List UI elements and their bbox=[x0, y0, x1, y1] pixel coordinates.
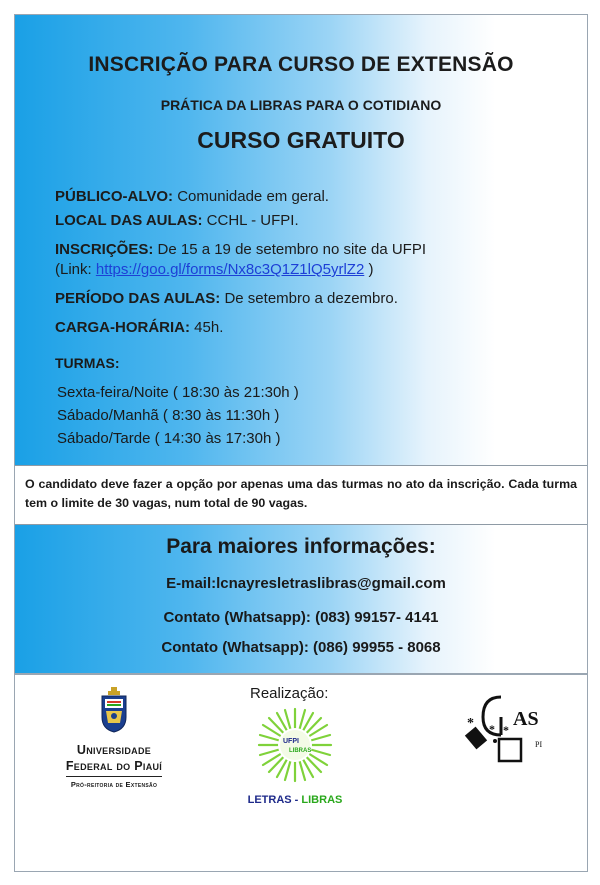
svg-text:*: * bbox=[489, 722, 495, 736]
realizacao-label: Realização: bbox=[250, 685, 329, 702]
periodo-row bbox=[55, 290, 398, 307]
ufpi-pro-reitoria: Pró-reitoria de Extensão bbox=[70, 780, 158, 789]
contact-whatsapp-2: Contato (Whatsapp): (086) 99955 - 8068 bbox=[161, 639, 441, 656]
gas-logo bbox=[455, 687, 565, 782]
gas-pi: PI bbox=[535, 740, 543, 749]
publico-label: PÚBLICO-ALVO: bbox=[55, 188, 174, 205]
publico-value: Comunidade em geral. bbox=[177, 188, 329, 205]
svg-text:*: * bbox=[503, 723, 509, 737]
turma-item: Sexta-feira/Noite ( 18:30 às 21:30h ) bbox=[57, 384, 299, 401]
ufpi-crest-icon bbox=[100, 687, 128, 733]
letras-word: LETRAS bbox=[247, 794, 292, 806]
poster-subtitle: PRÁTICA DA LIBRAS PARA O COTIDIANO bbox=[160, 97, 442, 113]
contact-email[interactable]: E-mail:lcnayresletraslibras@gmail.com bbox=[166, 575, 446, 592]
turmas-heading: TURMAS: bbox=[55, 355, 120, 371]
ufpi-name-2: Federal do Piauí bbox=[66, 759, 162, 777]
libras-badge-ufpi: UFPI bbox=[283, 738, 299, 745]
svg-text:*: * bbox=[467, 716, 474, 731]
carga-label: CARGA-HORÁRIA: bbox=[55, 319, 190, 336]
letras-libras-text bbox=[240, 794, 350, 806]
link-prefix: (Link: bbox=[55, 261, 92, 278]
local-label: LOCAL DAS AULAS: bbox=[55, 212, 203, 229]
poster-title: INSCRIÇÃO PARA CURSO DE EXTENSÃO bbox=[88, 53, 514, 76]
contact-whatsapp-1: Contato (Whatsapp): (083) 99157- 4141 bbox=[163, 609, 439, 626]
letras-libras-logo bbox=[240, 705, 350, 806]
notice-text: O candidato deve fazer a opção por apenas uma das turmas no ato da inscrição. Cada turma tem o limite de 30 vagas, num total de 90 vagas. bbox=[25, 477, 577, 510]
carga-row bbox=[55, 319, 223, 336]
info-title: Para maiores informações: bbox=[166, 535, 436, 558]
inscricoes-label: INSCRIÇÕES: bbox=[55, 241, 154, 258]
periodo-value: De setembro a dezembro. bbox=[224, 290, 398, 307]
turma-item: Sábado/Tarde ( 14:30 às 17:30h ) bbox=[57, 430, 281, 447]
ufpi-logo bbox=[39, 687, 189, 789]
notice-box bbox=[15, 465, 587, 525]
ufpi-name-1: Universidade bbox=[76, 743, 152, 757]
footer bbox=[14, 674, 588, 872]
local-row bbox=[55, 212, 299, 229]
gas-emblem-icon bbox=[455, 687, 565, 777]
poster bbox=[14, 14, 588, 674]
libras-word: LIBRAS bbox=[301, 794, 343, 806]
carga-value: 45h. bbox=[194, 319, 224, 336]
local-value: CCHL - UFPI. bbox=[206, 212, 299, 229]
inscricoes-row bbox=[55, 241, 426, 258]
letras-libras-separator: - bbox=[291, 794, 302, 806]
turma-item: Sábado/Manhã ( 8:30 às 11:30h ) bbox=[57, 407, 280, 424]
gas-text: AS bbox=[513, 708, 539, 730]
info-section bbox=[15, 525, 587, 673]
libras-badge-libras: LIBRAS bbox=[289, 748, 312, 754]
free-course-label: CURSO GRATUITO bbox=[197, 127, 405, 153]
periodo-label: PERÍODO DAS AULAS: bbox=[55, 290, 221, 307]
link-row bbox=[55, 261, 373, 278]
sunburst-icon bbox=[255, 705, 335, 785]
link-suffix: ) bbox=[368, 261, 374, 278]
publico-row bbox=[55, 188, 329, 205]
inscricoes-value: De 15 a 19 de setembro no site da UFPI bbox=[157, 241, 426, 258]
poster-top bbox=[15, 15, 587, 465]
registration-link[interactable]: https://goo.gl/forms/Nx8c3Q1Z1lQ5yrlZ2 bbox=[95, 261, 365, 278]
